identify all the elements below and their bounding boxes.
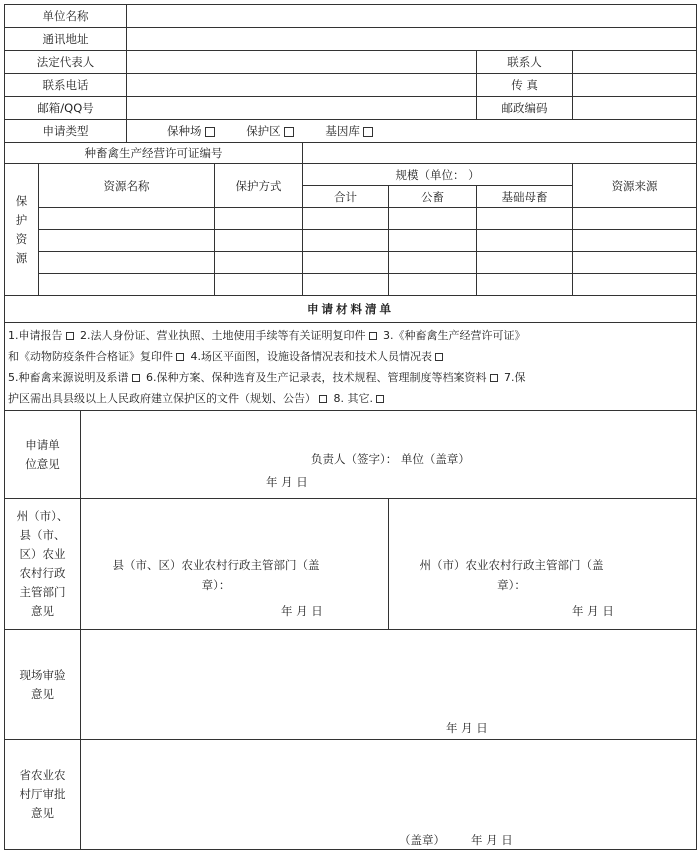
province-opinion-field[interactable] — [81, 740, 697, 850]
license-no-label: 种畜禽生产经营许可证编号 — [5, 143, 303, 164]
option-conservation-farm-label: 保种场 — [167, 124, 202, 138]
resource-row — [5, 274, 697, 296]
col-base-female: 基础母畜 — [477, 186, 573, 208]
unit-name-field[interactable] — [127, 5, 697, 28]
method-cell[interactable] — [215, 252, 303, 274]
method-cell[interactable] — [215, 230, 303, 252]
checkbox-icon[interactable] — [132, 374, 140, 382]
total-cell[interactable] — [303, 274, 389, 296]
checkbox-icon[interactable] — [369, 332, 377, 340]
county-dept-field[interactable] — [81, 499, 389, 630]
item-5-label: 5.种畜禽来源说明及系谱 — [8, 370, 129, 384]
item-1-label: 1.申请报告 — [8, 328, 63, 342]
applicant-opinion-label — [5, 411, 81, 499]
applicant-date: 年 月 日 — [266, 475, 308, 489]
col-protection-method: 保护方式 — [215, 164, 303, 208]
resource-name-cell[interactable] — [39, 208, 215, 230]
phone-label: 联系电话 — [5, 74, 127, 97]
applicant-opinion-row — [5, 411, 697, 499]
license-no-field[interactable] — [303, 143, 697, 164]
option-protection-zone-label: 保护区 — [246, 124, 281, 138]
dept-opinion-text: 州（市）、县（市、区）农业农村行政主管部门意见 — [16, 509, 69, 618]
item-4-label: 4.场区平面图，设施设备情况表和技术人员情况表 — [190, 349, 432, 363]
application-form-table — [4, 4, 697, 850]
address-label: 通讯地址 — [5, 28, 127, 51]
resource-header-row — [5, 164, 697, 186]
checkbox-icon[interactable] — [435, 353, 443, 361]
materials-title-row — [5, 296, 697, 323]
contact-label: 联系人 — [477, 51, 573, 74]
source-cell[interactable] — [573, 230, 697, 252]
total-cell[interactable] — [303, 252, 389, 274]
checklist-line — [8, 388, 693, 409]
item-3-cont-label: 和《动物防疫条件合格证》复印件 — [8, 349, 173, 363]
base-female-cell[interactable] — [477, 208, 573, 230]
materials-checklist-row — [5, 323, 697, 411]
source-cell[interactable] — [573, 208, 697, 230]
unit-name-label: 单位名称 — [5, 5, 127, 28]
col-total: 合计 — [303, 186, 389, 208]
checkbox-icon[interactable] — [205, 127, 215, 137]
item-8-label: 8. 其它. — [333, 391, 373, 405]
onsite-opinion-text: 现场审验意见 — [19, 667, 66, 701]
protected-resources-side-label — [5, 164, 39, 296]
checkbox-icon[interactable] — [363, 127, 373, 137]
onsite-opinion-row — [5, 630, 697, 740]
apply-type-options — [127, 120, 697, 143]
applicant-opinion-field[interactable] — [81, 411, 697, 499]
county-dept-sign: 县（市、区）农业农村行政主管部门（盖章）： — [112, 558, 320, 592]
option-gene-bank[interactable] — [325, 123, 373, 139]
dept-opinion-label — [5, 499, 81, 630]
male-cell[interactable] — [389, 208, 477, 230]
resource-row — [5, 252, 697, 274]
checkbox-icon[interactable] — [376, 395, 384, 403]
resource-name-cell[interactable] — [39, 274, 215, 296]
col-male: 公畜 — [389, 186, 477, 208]
province-opinion-text: 省农业农村厅审批意见 — [19, 768, 66, 820]
checklist-line — [8, 346, 693, 367]
resource-name-cell[interactable] — [39, 230, 215, 252]
address-field[interactable] — [127, 28, 697, 51]
item-3-label: 3.《种畜禽生产经营许可证》 — [383, 328, 526, 342]
source-cell[interactable] — [573, 274, 697, 296]
checkbox-icon[interactable] — [66, 332, 74, 340]
row-email — [5, 97, 697, 120]
province-seal: （盖章） — [399, 833, 445, 847]
onsite-opinion-label — [5, 630, 81, 740]
materials-title: 申请材料清单 — [5, 296, 697, 323]
province-date: 年 月 日 — [471, 833, 513, 847]
onsite-opinion-field[interactable] — [81, 630, 697, 740]
apply-type-label: 申请类型 — [5, 120, 127, 143]
option-conservation-farm[interactable] — [167, 123, 215, 139]
prefecture-dept-date: 年 月 日 — [572, 604, 614, 618]
contact-field[interactable] — [573, 51, 697, 74]
base-female-cell[interactable] — [477, 274, 573, 296]
row-license-no — [5, 143, 697, 164]
col-resource-source: 资源来源 — [573, 164, 697, 208]
legal-rep-label: 法定代表人 — [5, 51, 127, 74]
onsite-date: 年 月 日 — [446, 721, 488, 735]
row-unit-name — [5, 5, 697, 28]
resource-row — [5, 208, 697, 230]
item-7-cont-label: 护区需出具县级以上人民政府建立保护区的文件（规划、公告） — [8, 391, 316, 405]
method-cell[interactable] — [215, 208, 303, 230]
side-label-text: 保护资源 — [15, 193, 28, 265]
postcode-label: 邮政编码 — [477, 97, 573, 120]
email-qq-field[interactable] — [127, 97, 477, 120]
source-cell[interactable] — [573, 252, 697, 274]
province-opinion-label — [5, 740, 81, 850]
item-2-label: 2.法人身份证、营业执照、土地使用手续等有关证明复印件 — [80, 328, 366, 342]
checkbox-icon[interactable] — [319, 395, 327, 403]
materials-checklist — [5, 323, 697, 411]
row-legal-rep — [5, 51, 697, 74]
checklist-line — [8, 367, 693, 388]
total-cell[interactable] — [303, 208, 389, 230]
fax-label: 传 真 — [477, 74, 573, 97]
checkbox-icon[interactable] — [284, 127, 294, 137]
col-scale: 规模（单位： ） — [303, 164, 573, 186]
total-cell[interactable] — [303, 230, 389, 252]
dept-opinion-row — [5, 499, 697, 630]
checklist-line — [8, 325, 693, 346]
option-gene-bank-label: 基因库 — [325, 124, 360, 138]
item-6-label: 6.保种方案、保种选育及生产记录表，技术规程、管理制度等档案资料 — [146, 370, 487, 384]
method-cell[interactable] — [215, 274, 303, 296]
county-dept-date: 年 月 日 — [281, 604, 323, 618]
base-female-cell[interactable] — [477, 252, 573, 274]
row-apply-type — [5, 120, 697, 143]
checkbox-icon[interactable] — [490, 374, 498, 382]
postcode-field[interactable] — [573, 97, 697, 120]
checkbox-icon[interactable] — [176, 353, 184, 361]
email-qq-label: 邮箱/QQ号 — [5, 97, 127, 120]
option-protection-zone[interactable] — [246, 123, 294, 139]
row-address — [5, 28, 697, 51]
resource-name-cell[interactable] — [39, 252, 215, 274]
applicant-opinion-text: 申请单位意见 — [25, 437, 60, 471]
resource-row — [5, 230, 697, 252]
province-opinion-row — [5, 740, 697, 850]
male-cell[interactable] — [389, 274, 477, 296]
male-cell[interactable] — [389, 252, 477, 274]
legal-rep-field[interactable] — [127, 51, 477, 74]
base-female-cell[interactable] — [477, 230, 573, 252]
item-7-label: 7.保 — [504, 370, 526, 384]
fax-field[interactable] — [573, 74, 697, 97]
phone-field[interactable] — [127, 74, 477, 97]
applicant-sign-line: 负责人（签字）： 单位（盖章） — [311, 452, 470, 466]
row-phone — [5, 74, 697, 97]
prefecture-dept-sign: 州（市）农业农村行政主管部门（盖章）： — [419, 558, 604, 592]
col-resource-name: 资源名称 — [39, 164, 215, 208]
male-cell[interactable] — [389, 230, 477, 252]
prefecture-dept-field[interactable] — [389, 499, 697, 630]
